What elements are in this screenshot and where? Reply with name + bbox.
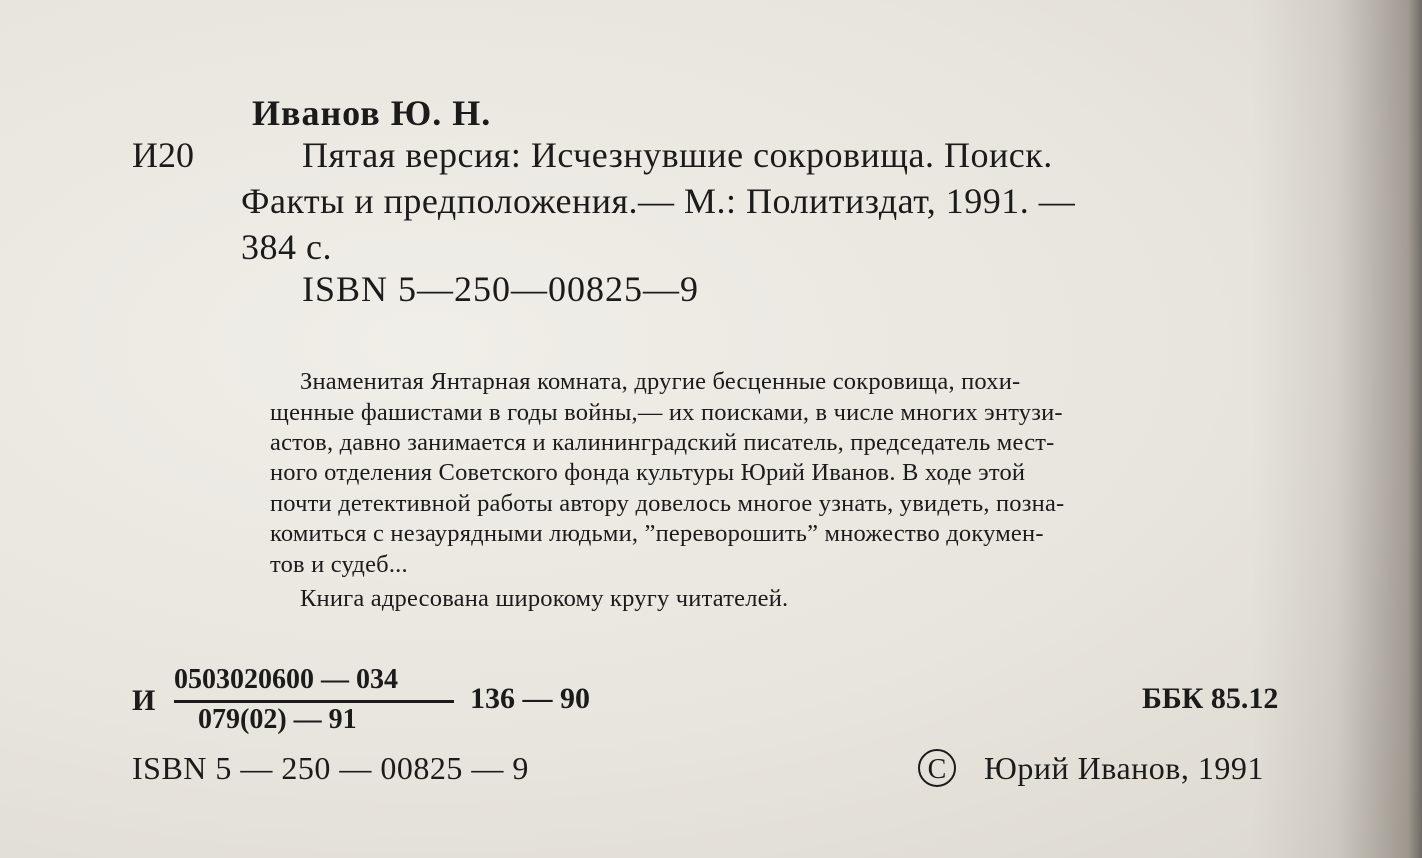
annotation-line-8: Книга адресована широкому кругу читателей. bbox=[300, 585, 789, 612]
fraction-line bbox=[174, 700, 454, 703]
catalog-code: И20 bbox=[132, 135, 194, 175]
bibliographic-line-2: Факты и предположения.— М.: Политиздат, 1991. — bbox=[241, 181, 1076, 221]
copyright-icon: C bbox=[918, 749, 956, 787]
annotation-line-2: щенные фашистами в годы войны,— их поисками, в числе многих энтузи- bbox=[270, 399, 1063, 426]
annotation-line-6: комиться с незаурядными людьми, ”переворошить” множество докумен- bbox=[270, 520, 1044, 547]
isbn-bottom: ISBN 5 — 250 — 00825 — 9 bbox=[132, 750, 529, 786]
annotation-line-3: астов, давно занимается и калининградский писатель, председатель мест- bbox=[270, 429, 1055, 456]
annotation-line-1: Знаменитая Янтарная комната, другие бесценные сокровища, похи- bbox=[300, 368, 1021, 395]
index-numerator: 0503020600 — 034 bbox=[174, 664, 398, 695]
bbk-code: ББК 85.12 bbox=[1142, 682, 1279, 715]
annotation-line-5: почти детективной работы автору довелось многое узнать, увидеть, позна- bbox=[270, 490, 1065, 517]
index-letter: И bbox=[132, 684, 156, 717]
index-code: 136 — 90 bbox=[470, 682, 590, 715]
annotation-line-4: ного отделения Советского фонда культуры Юрий Иванов. В ходе этой bbox=[270, 459, 1026, 486]
bibliographic-line-1: Пятая версия: Исчезнувшие сокровища. Поиск. bbox=[302, 135, 1053, 175]
author-name: Иванов Ю. Н. bbox=[252, 93, 492, 133]
index-denominator: 079(02) — 91 bbox=[198, 704, 357, 735]
isbn-main: ISBN 5—250—00825—9 bbox=[302, 269, 700, 309]
bibliographic-line-3: 384 с. bbox=[241, 227, 332, 267]
annotation-line-7: тов и судеб... bbox=[270, 551, 408, 578]
copyright-text: Юрий Иванов, 1991 bbox=[984, 750, 1264, 786]
